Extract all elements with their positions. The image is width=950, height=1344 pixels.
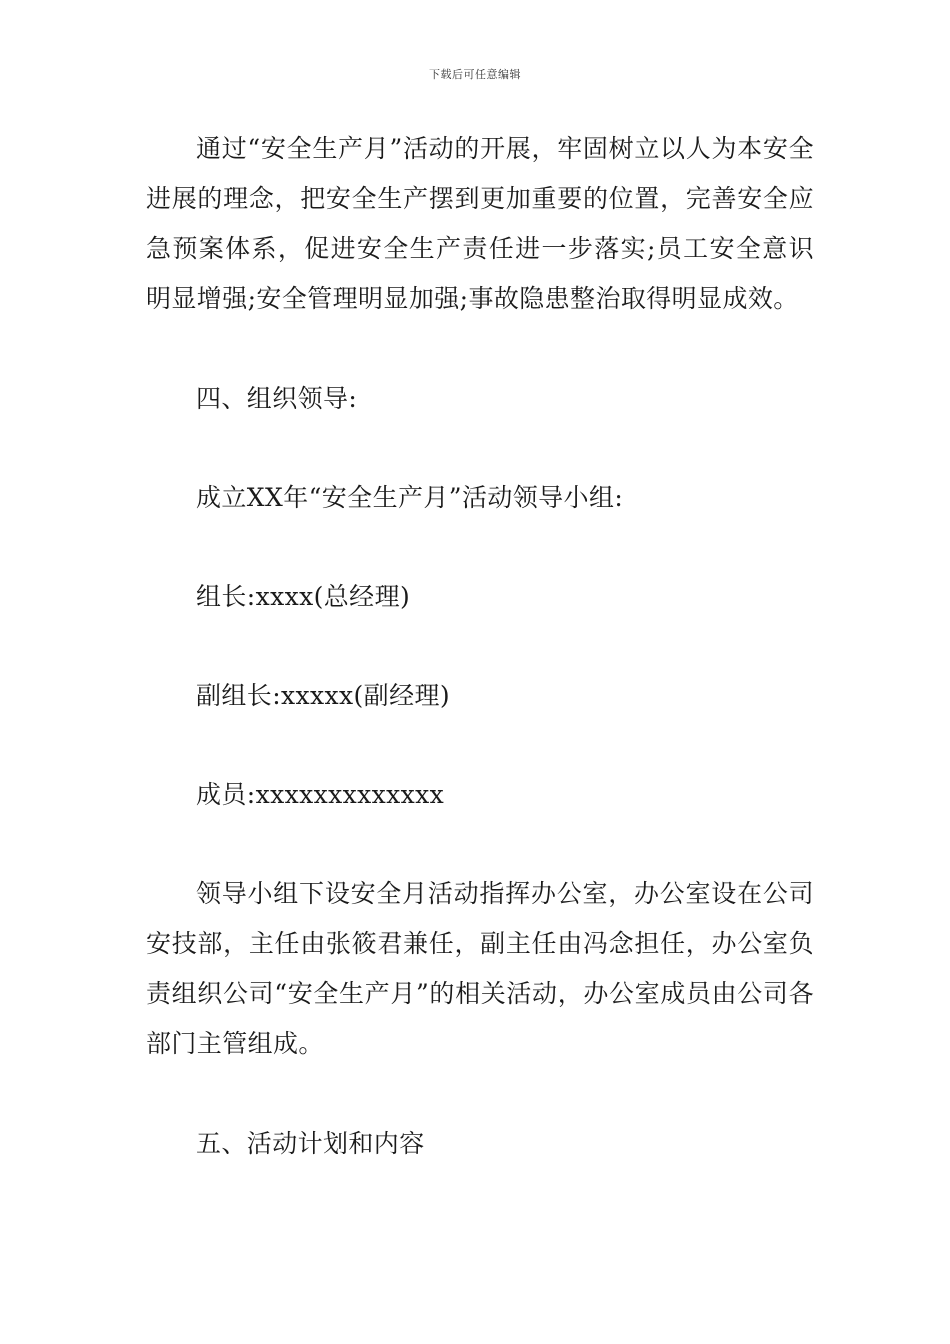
page-header-note: 下载后可任意编辑 (429, 68, 521, 81)
section-heading-activity-plan: 五、活动计划和内容 (196, 1129, 425, 1158)
section-heading-organization: 四、组织领导: (196, 384, 358, 413)
paragraph-leading-group: 成立XX年“安全生产月”活动领导小组: (196, 483, 624, 512)
paragraph-goals: 通过“安全生产月”活动的开展，牢固树立以人为本安全进展的理念，把安全生产摆到更加重要的位置，完善安全应急预案体系，促进安全生产责任进一步落实;员工安全意识明显增强;安全管理明显加强;事故隐患整治取得明显成效。 (146, 134, 814, 313)
paragraph-office: 领导小组下设安全月活动指挥办公室，办公室设在公司安技部，主任由张筱君兼任，副主任由冯念担任，办公室负责组织公司“安全生产月”的相关活动，办公室成员由公司各部门主管组成。 (146, 879, 814, 1058)
document-body (146, 124, 814, 1218)
paragraph-members: 成员:xxxxxxxxxxxxx (196, 780, 445, 809)
paragraph-deputy-leader: 副组长:xxxxx(副经理) (196, 681, 451, 710)
paragraph-group-leader: 组长:xxxx(总经理) (196, 582, 411, 611)
